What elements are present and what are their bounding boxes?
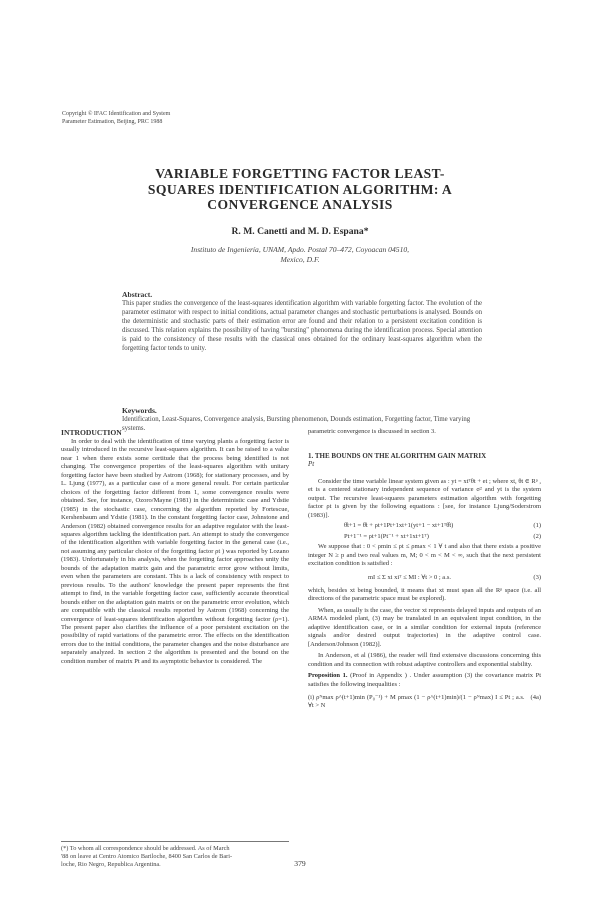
equation-3-formula: mI ≤ Σ xi xiᵀ ≤ MI : ∀t > 0 ; a.s. [368,573,451,581]
copyright-notice [62,110,170,126]
intro-paragraph: In order to deal with the identification of time varying plants a forgetting factor is usually introduced in the recursive least-squares algorithm. It can be raised to a value near 1 when there exists some certitude that the process being identified is not changing. The convergence properties of the least-squares algorithm with unitary forgetting factor have been studied by Astrom (1968); for stationary processes, and by L. Ljung (1977), as a particular case of a more general result. For certain particular choices of the forgetting factor different from 1, some convergence results were obtained. See, for instance, Ozoro/Mayne (1981) in the deterministic case and Ydstie (1985) in the stochastic case, concerning the algorithm reported by Fortescue, Kershenbaum and Ydstie (1981). In the constant forgetting factor case, Johnstone and Anderson (1982) obtained convergence results for an adaptive regulator with the least-squares algorithm tackling the identification part. An attempt to study the convergence of the identification algorithm with variable forgetting factor in the general case (i.e., not assuming any particular choice of the forgetting factor ρt ) was reported by Lozano (1983). Unfortunately in his analysis, when the forgetting factor approaches unity the bounds of the adaptation matrix gain and the parametric error grow without limits, even when the parameters are constant. This is a lack of consistency with respect to previous results. To the authors' knowledge the present paper represents the first attempt to find, in the variable forgetting factor case, sufficiently accurate theoretical bounds either on the adaptation gain matrix or on the parametric error evolution, which are compatible with the classical results reported by Astrom (1968) concerning the convergence of least-squares identification algorithm without forgetting factor (ρ=1). The present paper also clarifies the influence of a poor persistent excitation on the possibility of rapid variations of the parametric error. The effects on the identification errors due to the initial conditions, the parameter changes and the noise disturbance are separately analyzed. In section 2 the algorithm is presented and the bound on the condition number of matrix Pt and its asymptotic behavior is considered. The [61,438,289,665]
proposition-1 [308,672,541,689]
abstract-heading: Abstract. [122,290,153,299]
footnote-line: loche, Rio Negro, Republica Argentina. [61,861,161,869]
title-line: VARIABLE FORGETTING FACTOR LEAST- [155,166,445,181]
equation-2 [308,533,541,541]
equation-1 [308,522,541,530]
intro-column [61,438,289,666]
equation-4a-formula: (i) ρᴺmax ρ^(t+1)min (P₀⁻¹) + M ρmax (1 − ρ^(t+1)min)/(1 − ρᴺmax) I ≤ Pt ; a.s. ∀t > N [308,693,525,710]
section1-paragraph: Consider the time variable linear system given as : yt = xtᵀθt + et ; where xt, θt ∈ Rᵖ , et is a centered stationary independent sequence of variance σ² and yt is the system output. The recursive least-squares parameters estimation algorithm with forgetting factor ρt is given by the following equations : [see, for instance Ljung/Soderstrom (1983)]. [308,478,541,519]
section1-title: 1. THE BOUNDS ON THE ALGORITHM GAIN MATRIX [308,452,487,460]
section1-paragraph: We suppose that : 0 < ρmin ≤ ρt ≤ ρmax < 1 ∀ t and also that there exists a positive integer N ≥ p and two real values m, M; 0 < m < M < ∞, such that the next persistent excitation condition is satisfied : [308,543,541,568]
equation-1-formula: θ̂t+1 = θ̂t + ρt+1Pt+1xt+1(yt+1 − xt+1ᵀθ̂t) [344,522,454,530]
affiliation-line: Instituto de Ingeniería, UNAM, Apdo. Postal 70–472, Coyoacan 04510, [190,245,410,254]
section1-heading [308,452,541,468]
paper-title [60,166,540,213]
equation-2-number: (2) [533,532,541,540]
footnote-line: '88 on leave at Centro Atomico Bariloche, 8400 San Carlos de Bari- [61,853,233,861]
equation-1-number: (1) [533,522,541,530]
intro-heading: INTRODUCTION [61,428,122,437]
keywords-heading: Keywords. [122,406,157,415]
equation-4a-number: (4a) [530,693,541,701]
equation-4a [308,694,541,711]
equation-3-number: (3) [533,573,541,581]
footnote-line: (*) To whom all correspondence should be addressed. As of March [61,845,230,852]
section1-paragraph: which, besides xt being bounded, it means that xt must span all the Rᵖ space (i.e. all directions of the parametric space must be explored). [308,586,541,603]
section1-paragraph: When, as usually is the case, the vector xt represents delayed inputs and outputs of an ARMA modeled plant, (3) may be translated in an equivalent input condition, in the adaptive identification case, or in a similar condition for external inputs (reference signals and/or desired output trajectories) in the adaptive control case. [Anderson/Johnson (1982)]. [308,606,541,648]
paper-authors: R. M. Canetti and M. D. Espana* [231,226,369,237]
title-line: SQUARES IDENTIFICATION ALGORITHM: A [147,181,453,197]
proposition-1-label: Proposition 1. [308,672,348,680]
footnote [61,845,291,870]
page-number: 379 [294,859,306,868]
title-line: CONVERGENCE ANALYSIS [207,197,393,212]
abstract-text: This paper studies the convergence of the least-squares identification algorithm with variable forgetting factor. The evolution of the parameter estimator with respect to initial conditions, actual parameter changes and stochastic perturbations is analysed. Bounds on the deterministic and stochastic parts of their estimation error are found and their relation to a persistent excitation condition is discussed. This relation explains the possibility of having "bursting" phenomena during the identification process. Special attention is paid to the consistency of these results with the classical ones obtained for the ordinary least-squares algorithm when the forgetting factor tends to unity. [122,300,482,352]
equation-3 [308,574,541,582]
author-affiliation [60,245,540,265]
copyright-line: Parameter Estimation, Beijing, PRC 1988 [62,119,163,125]
section1-title-sub: Pt [308,460,315,468]
section1-body [308,478,541,713]
copyright-line: Copyright © IFAC Identification and System [62,111,171,117]
keywords-text: Identification, Least-Squares, Convergence analysis, Bursting phenomenon, Dounds estimation, Forgetting factor, Time varying systems. [122,416,471,432]
section1-paragraph: In Anderson, et al (1986), the reader will find extensive discussions concerning this condition and its connection with robust adaptive controllers and exponential stability. [308,652,541,668]
affiliation-line: Mexico, D.F. [280,255,320,264]
intro-continuation: parametric convergence is discussed in section 3. [308,428,436,435]
proposition-1-text: (Proof in Appendix ) . Under assumption (3) the covariance matrix Pt satisfies the following inequalities : [308,672,542,688]
equation-2-formula: Pt+1⁻¹ = ρt+1(Pt⁻¹ + xt+1xt+1ᵀ) [344,532,429,540]
footnote-divider [61,841,289,842]
